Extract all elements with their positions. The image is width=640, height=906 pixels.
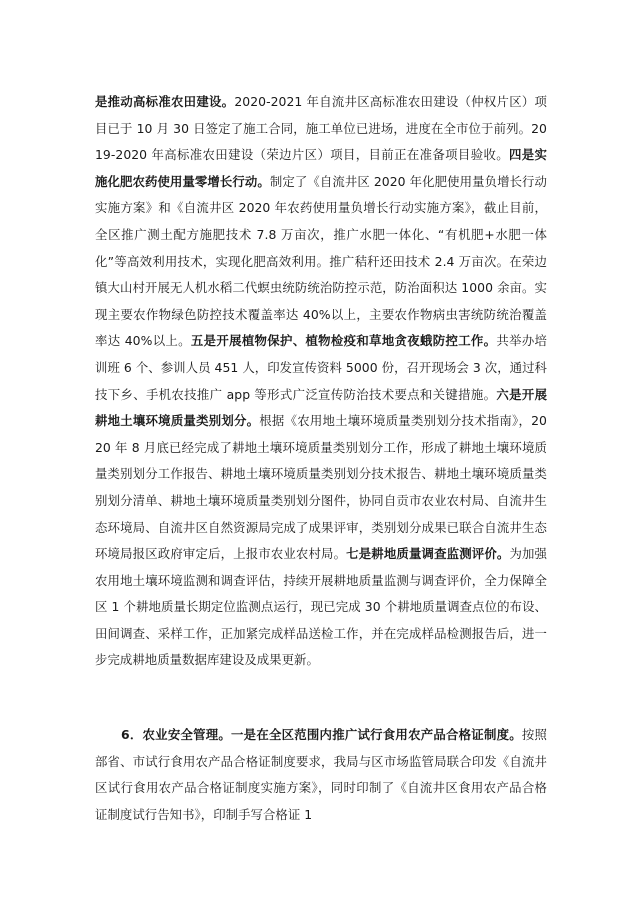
paragraph-1-heading-1: 是推动高标准农田建设。: [95, 94, 235, 109]
paragraph-1-text-5: 为加强农用地土壤环境监测和调查评估，持续开展耕地质量监测与调查评价，全力保障全区 1 个耕地质量长期定位监测点运行，现已完成 30 个耕地质量调查点位的布设、田间调查、采样工作，正加紧完成样品送检工作，并在完成样品检测报告后，进一步完成耕地质量数据库建设及成果更新。: [95, 546, 547, 668]
body-paragraph-2: [95, 722, 547, 828]
paragraph-1-text-3: 共举办培训班 6 个、参训人员 451 人，印发宣传资料 5000 份，召开现场会 3 次，通过科技下乡、手机农技推广 app 等形式广泛宣传防治技术要点和关键措施。: [95, 333, 547, 402]
paragraph-1-text-1: 2020-2021 年自流井区高标准农田建设（仲权片区）项目已于 10 月 30 日签定了施工合同，施工单位已进场，进度在全市位于前列。2019-2020 年高标准农田建设（荣边片区）项目，目前正在准备项目验收。: [95, 94, 547, 163]
paragraph-1-heading-5: 七是耕地质量调查监测评价。: [346, 546, 510, 562]
paragraph-2-heading-1: 6．农业安全管理。一是在全区范围内推广试行食用农产品合格证制度。: [121, 727, 522, 742]
paragraph-2-text-1: 按照部省、市试行食用农产品合格证制度要求，我局与区市场监管局联合印发《自流井区试行食用农产品合格证制度实施方案》，同时印制了《自流井区食用农产品合格证制度试行告知书》，印制手写合格证 1: [95, 727, 547, 822]
paragraph-1-text-4: 根据《农用地土壤环境质量类别划分技术指南》，2020 年 8 月底已经完成了耕地土壤环境质量类别划分工作，形成了耕地土壤环境质量类别划分工作报告、耕地土壤环境质量类别划分技术报告、耕地土壤环境质量类别划分清单、耕地土壤环境质量类别划分图件，协同自贡市农业农村局、自流井生态环境局、自流井区自然资源局完成了成果评审，类别划分成果已联合自流井生态环境局报区政府审定后，上报市农业农村局。: [95, 413, 547, 562]
paragraph-1-heading-4: 六是开展耕地土壤环境质量类别划分。: [95, 386, 548, 429]
paragraph-1-text-2: 制定了《自流井区 2020 年化肥使用量负增长行动实施方案》和《自流井区 2020 年农药使用量负增长行动实施方案》，截止目前，全区推广测土配方施肥技术 7.8 万亩次，推广水肥一体化、“有机肥+水肥一体化”等高效利用技术，实现化肥高效利用。推广秸秆还田技术 2.4 万亩次。在荣边镇大山村开展无人机水稻二代螟虫统防统治防控示范，防治面积达 1000 余亩。实现主要农作物绿色防控技术覆盖率达 40%以上，主要农作物病虫害统防统治覆盖率达 40%以上。: [95, 173, 547, 349]
body-paragraph-1: [95, 89, 547, 674]
paragraph-1-heading-2: 四是实施化肥农药使用量零增长行动。: [95, 147, 547, 189]
paragraph-1-heading-3: 五是开展植物保护、植物检疫和草地贪夜蛾防控工作。: [190, 333, 497, 349]
